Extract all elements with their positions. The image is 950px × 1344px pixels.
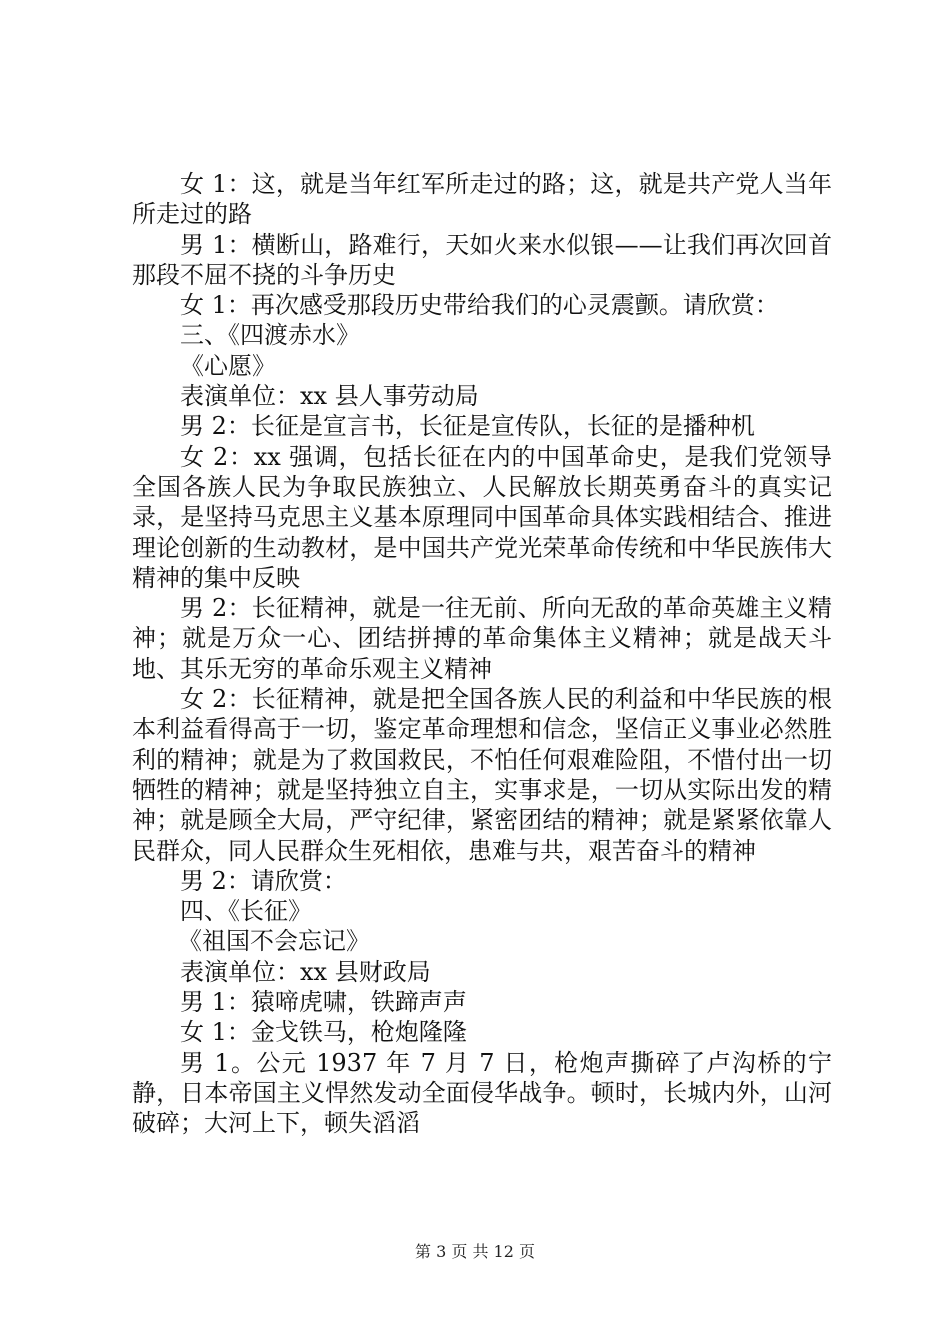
paragraph-17: 男 1。公元 1937 年 7 月 7 日，枪炮声撕碎了卢沟桥的宁静，日本帝国主义悍然发动全面侵华战争。顿时，长城内外，山河破碎；大河上下，顿失滔滔: [132, 1048, 832, 1138]
paragraph-9: 男 2：长征精神，就是一往无前、所向无敌的革命英雄主义精神；就是万众一心、团结拼搏的革命集体主义精神；就是战天斗地、其乐无穷的革命乐观主义精神: [132, 594, 832, 683]
program-title-xinyuan: 《心愿》: [180, 351, 276, 380]
paragraph-3: 女 1：再次感受那段历史带给我们的心灵震颤。请欣赏：: [180, 291, 779, 320]
paragraph-11: 男 2：请欣赏：: [180, 866, 347, 895]
paragraph-15: 男 1：猿啼虎啸，铁蹄声声: [180, 988, 467, 1017]
section-heading-3: 三、《四渡赤水》: [180, 321, 360, 350]
paragraph-1: 女 1：这，就是当年红军所走过的路；这，就是共产党人当年所走过的路: [132, 170, 832, 229]
section-heading-4: 四、《长征》: [180, 897, 312, 926]
paragraph-10: 女 2：长征精神，就是把全国各族人民的利益和中华民族的根本利益看得高于一切，鉴定革命理想和信念，坚信正义事业必然胜利的精神；就是为了救国救民，不怕任何艰难险阻，不惜付出一切牺牲的精神；就是坚持独立自主，实事求是，一切从实际出发的精神；就是顾全大局，严守纪律，紧密团结的精神；就是紧紧依靠人民群众，同人民群众生死相依，患难与共，艰苦奋斗的精神: [132, 685, 832, 865]
paragraph-7: 男 2：长征是宣言书，长征是宣传队，长征的是播种机: [180, 412, 755, 441]
performer-unit-1: 表演单位：xx 县人事劳动局: [180, 382, 479, 411]
paragraph-16: 女 1：金戈铁马，枪炮隆隆: [180, 1018, 467, 1047]
performer-unit-2: 表演单位：xx 县财政局: [180, 957, 431, 986]
document-body: [132, 169, 832, 1139]
program-title-zuguo: 《祖国不会忘记》: [178, 927, 370, 956]
paragraph-2: 男 1：横断山，路难行，天如火来水似银——让我们再次回首那段不屈不挠的斗争历史: [132, 230, 832, 289]
page-number-footer: 第 3 页 共 12 页: [415, 1242, 535, 1261]
paragraph-8: 女 2：xx 强调，包括长征在内的中国革命史，是我们党领导全国各族人民为争取民族独立、人民解放长期英勇奋斗的真实记录，是坚持马克思主义基本原理同中国革命具体实践相结合、推进理论创新的生动教材，是中国共产党光荣革命传统和中华民族伟大精神的集中反映: [132, 442, 832, 592]
